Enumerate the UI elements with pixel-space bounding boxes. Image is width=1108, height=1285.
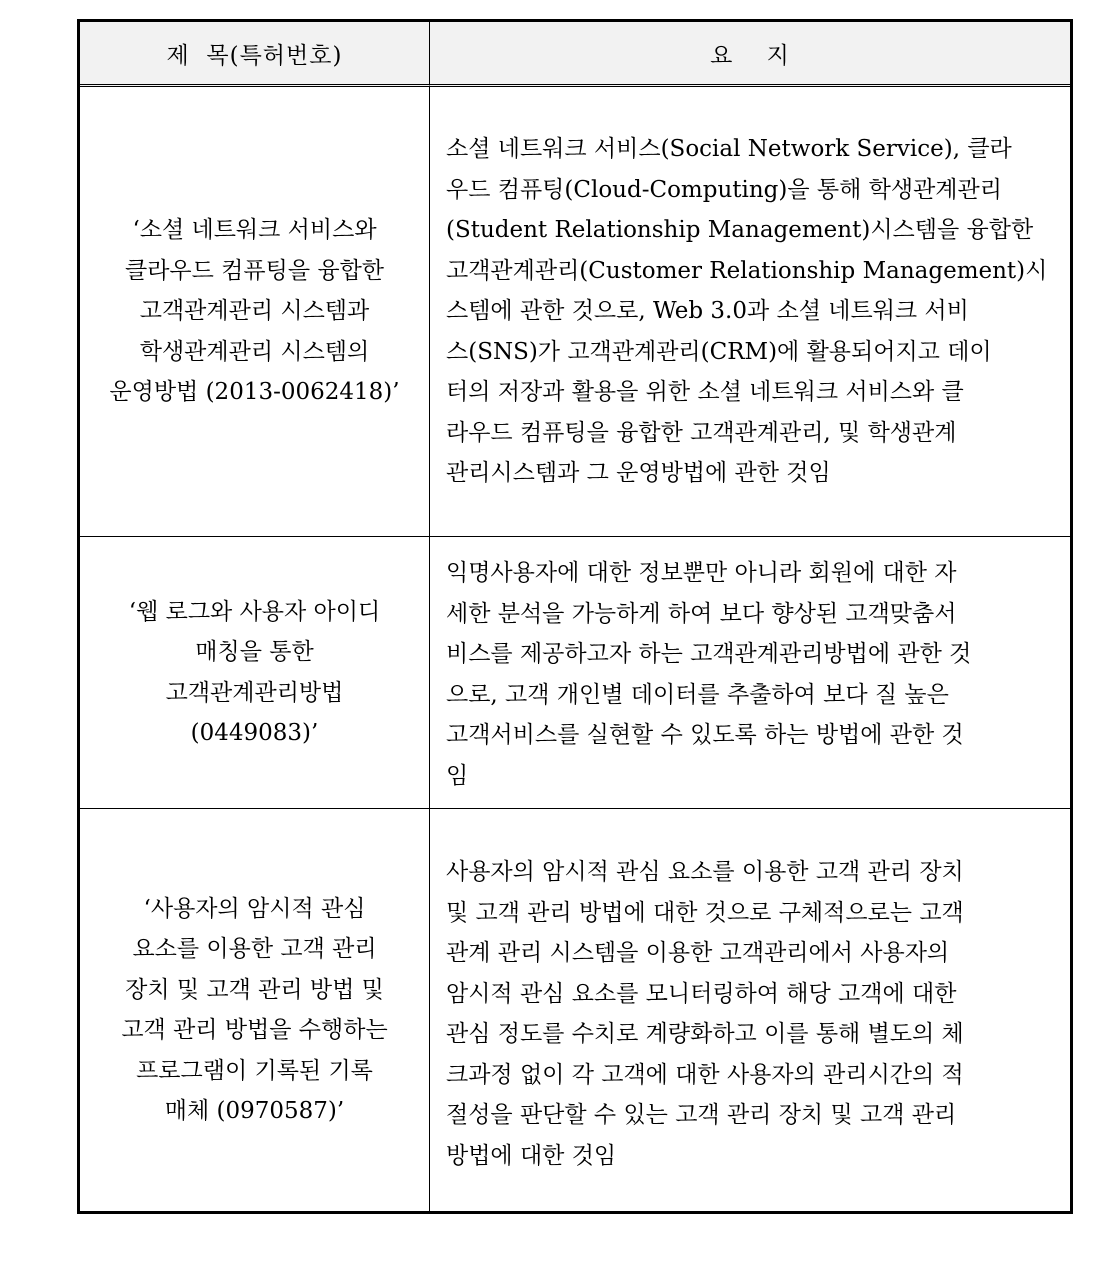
row-2-title: ‘웹 로그와 사용자 아이디 매칭을 통한 고객관계관리방법 (0449083)’ bbox=[128, 598, 381, 746]
row-1-title: ‘소셜 네트워크 서비스와 클라우드 컴퓨팅을 융합한 고객관계관리 시스템과 학생관계관리 시스템의 운영방법 (2013-0062418)’ bbox=[109, 217, 400, 406]
row-1-summary-cell bbox=[430, 87, 1070, 537]
header-title-label: 제 목(특허번호) bbox=[166, 42, 343, 69]
header-summary-column bbox=[430, 22, 1070, 87]
row-3-title-cell bbox=[80, 809, 430, 1211]
header-title-column bbox=[80, 22, 430, 87]
row-3-summary-cell bbox=[430, 809, 1070, 1211]
row-3-summary: 사용자의 암시적 관심 요소를 이용한 고객 관리 장치 및 고객 관리 방법에 대한 것으로 구체적으로는 고객 관계 관리 시스템을 이용한 고객관리에서 사용자의 암시적 관심 요소를 모니터링하여 해당 고객에 대한 관심 정도를 수치로 계량화하고 이를 통해 별도의 체 크과정 없이 각 고객에 대한 사용자의 관리시간의 적 절성을 판단할 수 있는 고객 관리 장치 및 고객 관리 방법에 대한 것임 bbox=[446, 859, 964, 1169]
patent-summary-table bbox=[77, 19, 1073, 1214]
header-summary-label: 요 지 bbox=[710, 42, 790, 69]
row-1-title-cell bbox=[80, 87, 430, 537]
row-2-summary: 익명사용자에 대한 정보뿐만 아니라 회원에 대한 자 세한 분석을 가능하게 하여 보다 향상된 고객맞춤서 비스를 제공하고자 하는 고객관계관리방법에 관한 것 으로, 고객 개인별 데이터를 추출하여 보다 질 높은 고객서비스를 실현할 수 있도록 하는 방법에 관한 것 임 bbox=[446, 560, 972, 789]
row-1-summary: 소셜 네트워크 서비스(Social Network Service), 클라 우드 컴퓨팅(Cloud-Computing)을 통해 학생관계관리 (Student Relationship Management)시스템을 융합한 고객관계관리(Customer Relationship Management)시 스템에 관한 것으로, Web 3.0과 소셜 네트워크 서비 스(SNS)가 고객관계관리(CRM)에 활용되어지고 데이 터의 저장과 활용을 위한 소셜 네트워크 서비스와 클 라우드 컴퓨팅을 융합한 고객관계관리, 및 학생관계 관리시스템과 그 운영방법에 관한 것임 bbox=[446, 136, 1048, 486]
row-2-title-cell bbox=[80, 537, 430, 809]
row-3-title: ‘사용자의 암시적 관심 요소를 이용한 고객 관리 장치 및 고객 관리 방법 및 고객 관리 방법을 수행하는 프로그램이 기록된 기록 매체 (0970587)’ bbox=[121, 895, 388, 1124]
row-2-summary-cell bbox=[430, 537, 1070, 809]
